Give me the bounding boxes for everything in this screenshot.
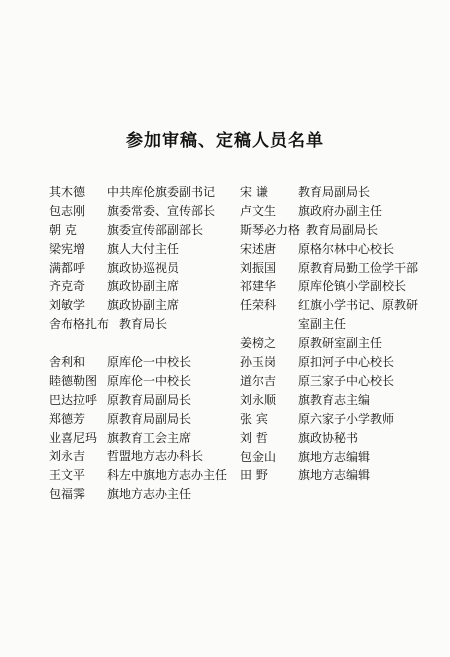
person-role: 原教育局勤工俭学干部 bbox=[298, 260, 419, 275]
list-item bbox=[240, 353, 420, 372]
person-role: 旗政协秘书 bbox=[298, 430, 359, 445]
person-role: 旗人大付主任 bbox=[107, 241, 180, 256]
list-item bbox=[49, 485, 229, 504]
person-role: 旗政协副主席 bbox=[107, 279, 180, 294]
person-role: 原库伦一中校长 bbox=[107, 373, 192, 388]
person-role: 中共库伦旗委副书记 bbox=[107, 185, 216, 199]
list-item bbox=[240, 221, 420, 240]
person-name: 包志刚 bbox=[49, 203, 86, 218]
list-item bbox=[240, 240, 420, 259]
list-item bbox=[49, 466, 229, 485]
person-name: 齐克奇 bbox=[49, 279, 86, 294]
person-name: 刘永顺 bbox=[240, 392, 277, 407]
list-item bbox=[240, 183, 420, 202]
person-role: 原教育局副局长 bbox=[107, 392, 192, 407]
person-name: 满都呼 bbox=[49, 260, 86, 275]
person-name: 包金山 bbox=[240, 449, 277, 464]
list-item bbox=[240, 296, 420, 334]
person-name: 舍布格扎布 bbox=[49, 317, 110, 332]
person-role: 红旗小学书记、原教研室副主任 bbox=[298, 298, 419, 332]
person-role: 原库伦一中校长 bbox=[107, 355, 192, 370]
person-role: 旗教育志主编 bbox=[298, 392, 371, 407]
person-role: 哲盟地方志办科长 bbox=[107, 449, 204, 464]
person-name: 祁建华 bbox=[240, 279, 277, 294]
person-role: 原扣河子中心校长 bbox=[298, 355, 395, 370]
list-item bbox=[240, 334, 420, 353]
list-item bbox=[49, 202, 229, 221]
person-role: 教育局副局长 bbox=[298, 185, 371, 199]
right-name-list bbox=[240, 183, 420, 485]
person-name: 孙玉岗 bbox=[240, 355, 277, 370]
list-item bbox=[240, 429, 420, 448]
person-role: 旗政府办副主任 bbox=[298, 203, 383, 218]
person-role: 旗教育工会主席 bbox=[107, 430, 192, 445]
person-role: 旗地方志编辑 bbox=[298, 449, 371, 464]
list-item bbox=[240, 259, 420, 278]
person-role: 旗政协巡视员 bbox=[107, 260, 180, 275]
list-item bbox=[49, 447, 229, 466]
person-name: 卢文生 bbox=[240, 203, 277, 218]
person-name: 郑德芳 bbox=[49, 411, 86, 426]
person-role: 教育局长 bbox=[119, 317, 168, 332]
person-role: 旗地方志办主任 bbox=[107, 487, 192, 502]
person-name: 睦德勒图 bbox=[49, 373, 98, 388]
list-item bbox=[240, 277, 420, 296]
list-item bbox=[240, 410, 420, 429]
list-item bbox=[49, 391, 229, 410]
person-role: 原六家子小学教师 bbox=[298, 411, 395, 426]
person-name: 道尔吉 bbox=[240, 373, 277, 388]
person-name: 刘敏学 bbox=[49, 298, 86, 313]
person-role: 原格尔林中心校长 bbox=[298, 241, 395, 256]
person-name: 朝 克 bbox=[49, 222, 77, 237]
person-name: 舍利和 bbox=[49, 355, 86, 370]
list-item bbox=[49, 429, 229, 448]
person-role: 原库伦镇小学副校长 bbox=[298, 279, 407, 294]
person-role: 旗委常委、宣传部长 bbox=[107, 203, 216, 218]
person-role: 科左中旗地方志办主任 bbox=[107, 468, 228, 483]
list-item bbox=[49, 221, 229, 240]
person-role: 旗委宣传部副部长 bbox=[107, 222, 204, 237]
list-item bbox=[49, 259, 229, 278]
person-name: 任荣科 bbox=[240, 298, 277, 313]
person-name: 斯琴必力格 bbox=[240, 222, 301, 237]
list-item bbox=[49, 183, 229, 202]
list-item bbox=[240, 372, 420, 391]
person-role: 原教育局副局长 bbox=[107, 411, 192, 426]
person-name: 刘永吉 bbox=[49, 449, 86, 464]
list-item bbox=[240, 202, 420, 221]
list-item bbox=[49, 353, 229, 372]
list-item bbox=[49, 315, 229, 334]
page-title: 参加审稿、定稿人员名单 bbox=[126, 131, 324, 151]
person-name: 宋述唐 bbox=[240, 241, 277, 256]
person-name: 姜榜之 bbox=[240, 336, 277, 351]
person-role: 原三家子中心校长 bbox=[298, 373, 395, 388]
person-role: 旗政协副主席 bbox=[107, 298, 180, 313]
person-role: 原教研室副主任 bbox=[298, 336, 383, 351]
person-name: 王文平 bbox=[49, 468, 86, 483]
list-item bbox=[240, 448, 420, 467]
list-item bbox=[49, 277, 229, 296]
list-item bbox=[240, 391, 420, 410]
person-name: 巴达拉呼 bbox=[49, 392, 98, 407]
person-name: 张 宾 bbox=[240, 411, 268, 426]
person-name: 刘 哲 bbox=[240, 430, 268, 445]
list-item bbox=[49, 410, 229, 429]
person-role: 旗地方志编辑 bbox=[298, 468, 371, 483]
person-name: 宋 谦 bbox=[240, 185, 268, 199]
person-role: 教育局副局长 bbox=[306, 222, 379, 237]
person-name: 田 野 bbox=[240, 468, 268, 483]
list-item bbox=[49, 296, 229, 315]
person-name: 包福霁 bbox=[49, 487, 86, 502]
list-item bbox=[49, 372, 229, 391]
person-name: 梁宪增 bbox=[49, 241, 86, 256]
list-item bbox=[49, 240, 229, 259]
left-name-list bbox=[49, 183, 229, 504]
person-name: 业喜尼玛 bbox=[49, 430, 98, 445]
person-name: 其木德 bbox=[49, 185, 86, 199]
list-item bbox=[240, 466, 420, 485]
person-name: 刘振国 bbox=[240, 260, 277, 275]
